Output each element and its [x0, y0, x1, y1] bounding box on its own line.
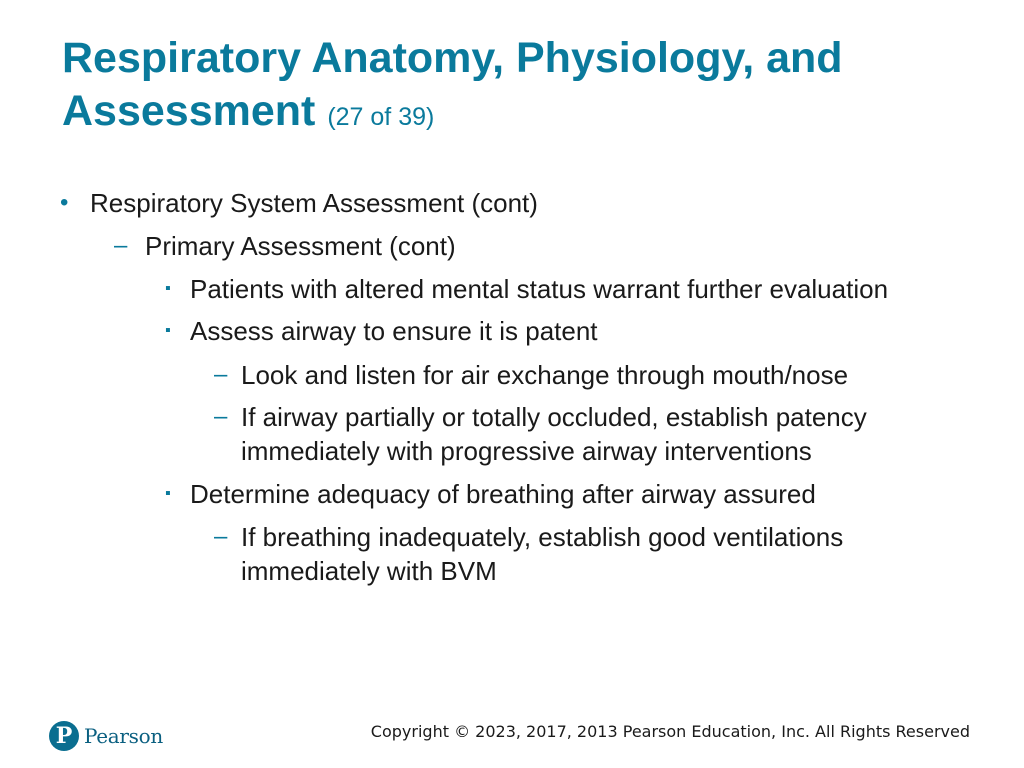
- bullet-text: Assess airway to ensure it is patent: [190, 316, 598, 346]
- copyright-notice: Copyright © 2023, 2017, 2013 Pearson Education, Inc. All Rights Reserved: [370, 722, 970, 741]
- bullet-dash-marker: –: [214, 403, 228, 430]
- bullet-text-line2: immediately with progressive airway interventions: [241, 436, 812, 466]
- pearson-logo-icon: P: [49, 721, 79, 751]
- pearson-logo: [49, 719, 163, 753]
- pearson-logo-text: Pearson: [84, 724, 163, 748]
- bullet-square-marker: ▪: [165, 485, 171, 502]
- bullet-dot-marker: •: [60, 189, 69, 216]
- bullet-text-line1: If breathing inadequately, establish good ventilations: [241, 522, 844, 552]
- slide-counter: (27 of 39): [327, 103, 435, 131]
- bullet-square-marker: ▪: [165, 322, 171, 339]
- bullet-dash-marker: –: [114, 232, 128, 259]
- bullet-dash-marker: –: [214, 523, 228, 550]
- bullet-text: Patients with altered mental status warrant further evaluation: [190, 274, 889, 304]
- bullet-text-line1: If airway partially or totally occluded, establish patency: [241, 402, 867, 432]
- bullet-text: Look and listen for air exchange through mouth/nose: [241, 360, 849, 390]
- bullet-text: Primary Assessment (cont): [145, 231, 456, 261]
- slide-title-text: Respiratory Anatomy, Physiology, and Assessment: [62, 34, 843, 135]
- bullet-text: Respiratory System Assessment (cont): [90, 188, 538, 218]
- bullet-text: Determine adequacy of breathing after airway assured: [190, 479, 816, 509]
- bullet-square-marker: ▪: [165, 280, 171, 297]
- bullet-text-line2: immediately with BVM: [241, 556, 497, 586]
- bullet-dash-marker: –: [214, 361, 228, 388]
